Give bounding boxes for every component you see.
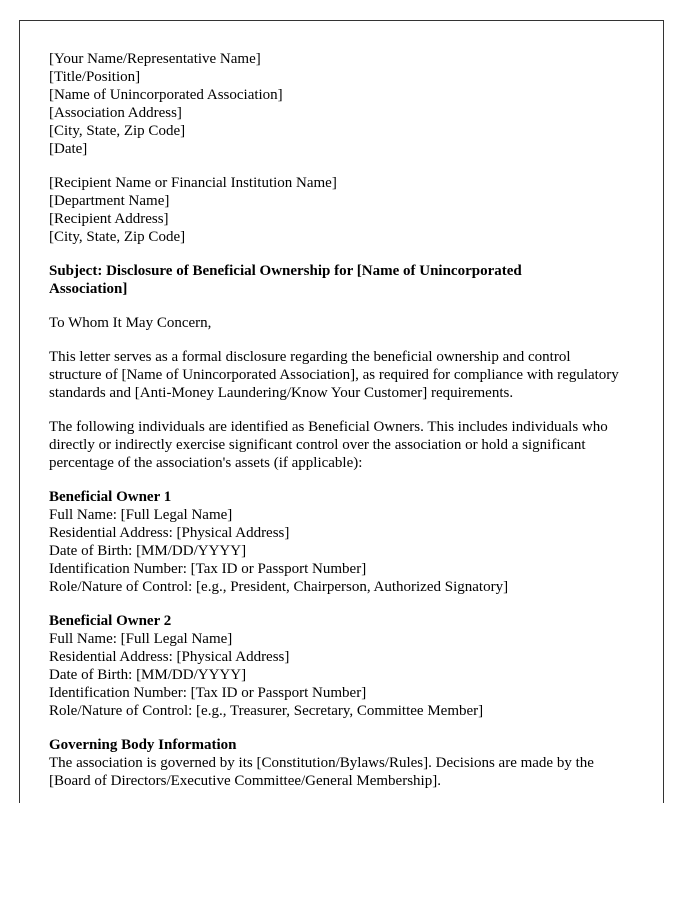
- owner-heading: Beneficial Owner 1: [49, 489, 172, 505]
- sender-block: [49, 50, 663, 158]
- sender-city: [City, State, Zip Code]: [49, 123, 186, 139]
- subject-line: Subject: Disclosure of Beneficial Ownership for [Name of Unincorporated Association]: [49, 263, 522, 297]
- owner-full-name: Full Name: [Full Legal Name]: [49, 507, 233, 523]
- beneficial-owner-1: [49, 488, 663, 596]
- recipient-address: [Recipient Address]: [49, 211, 169, 227]
- owner-role: Role/Nature of Control: [e.g., Treasurer, Secretary, Committee Member]: [49, 703, 484, 719]
- owner-id-number: Identification Number: [Tax ID or Passport Number]: [49, 685, 367, 701]
- owner-heading: Beneficial Owner 2: [49, 613, 172, 629]
- sender-title: [Title/Position]: [49, 69, 141, 85]
- owner-role: Role/Nature of Control: [e.g., President, Chairperson, Authorized Signatory]: [49, 579, 509, 595]
- sender-association: [Name of Unincorporated Association]: [49, 87, 283, 103]
- beneficial-owner-2: [49, 612, 663, 720]
- owner-address: Residential Address: [Physical Address]: [49, 525, 290, 541]
- letter-page: [19, 20, 664, 803]
- owners-intro-paragraph: The following individuals are identified as Beneficial Owners. This includes individuals who directly or indirectly exercise significant control over the association or hold a significant percentage of the association's assets (if applicable):: [49, 419, 608, 471]
- governing-body-section: [49, 736, 663, 790]
- intro-paragraph: This letter serves as a formal disclosure regarding the beneficial ownership and control structure of [Name of Unincorporated Association], as required for compliance with regulatory standards and [Anti-Money Laundering/Know Your Customer] requirements.: [49, 349, 619, 401]
- sender-name: [Your Name/Representative Name]: [49, 51, 261, 67]
- letter-date: [Date]: [49, 141, 88, 157]
- owner-full-name: Full Name: [Full Legal Name]: [49, 631, 233, 647]
- governing-text: The association is governed by its [Constitution/Bylaws/Rules]. Decisions are made by the [Board of Directors/Executive Committee/General Membership].: [49, 755, 594, 789]
- recipient-city: [City, State, Zip Code]: [49, 229, 186, 245]
- recipient-department: [Department Name]: [49, 193, 170, 209]
- owner-dob: Date of Birth: [MM/DD/YYYY]: [49, 667, 247, 683]
- governing-heading: Governing Body Information: [49, 737, 237, 753]
- sender-address: [Association Address]: [49, 105, 182, 121]
- owner-address: Residential Address: [Physical Address]: [49, 649, 290, 665]
- owner-id-number: Identification Number: [Tax ID or Passport Number]: [49, 561, 367, 577]
- recipient-block: [49, 174, 663, 246]
- recipient-name: [Recipient Name or Financial Institution Name]: [49, 175, 337, 191]
- salutation: To Whom It May Concern,: [49, 315, 212, 331]
- owner-dob: Date of Birth: [MM/DD/YYYY]: [49, 543, 247, 559]
